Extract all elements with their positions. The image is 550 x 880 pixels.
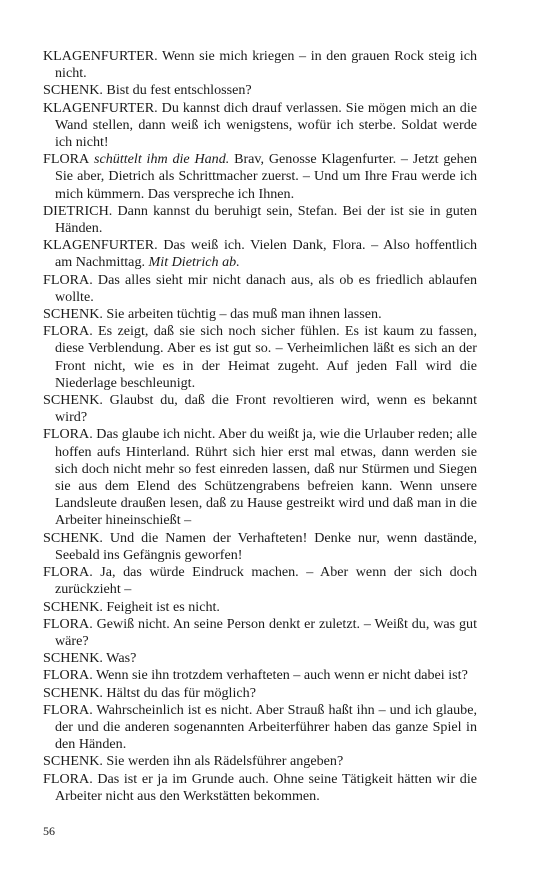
paragraph-5: [43, 203, 477, 237]
dialogue: Brav, Genosse Klagenfurter. – Jetzt gehen Sie aber, Dietrich als Schrittmacher zuerst. – Und um Ihre Frau werde ich mich kümmern. Das verspreche ich Ihnen.: [55, 151, 477, 202]
speaker: SCHENK.: [43, 598, 103, 615]
dialogue: Wenn sie ihn trotzdem verhafteten – auch wenn er nicht dabei ist?: [92, 667, 468, 684]
paragraph-16: [43, 650, 477, 667]
speaker: FLORA.: [43, 701, 93, 718]
speaker: FLORA.: [43, 615, 93, 632]
dialogue: Das weiß ich. Vielen Dank, Flora. – Also hoffentlich am Nachmittag.: [55, 237, 477, 271]
speaker: SCHENK.: [43, 684, 103, 701]
speaker: KLAGENFURTER.: [43, 48, 158, 64]
speaker: FLORA.: [43, 426, 93, 443]
paragraph-3: [43, 100, 477, 152]
speaker: KLAGENFURTER.: [43, 99, 158, 116]
dialogue: Das alles sieht mir nicht danach aus, als ob es friedlich ablaufen wollte.: [55, 271, 477, 305]
dialogue: Sie arbeiten tüchtig – das muß man ihnen lassen.: [102, 306, 382, 323]
dialogue: Sie werden ihn als Rädelsführer angeben?: [102, 753, 344, 770]
dialogue: Wenn sie mich kriegen – in den grauen Rock steig ich nicht.: [55, 48, 477, 82]
dialogue: Wahrscheinlich ist es nicht. Aber Strauß haßt ihn – und ich glaube, der und die anderen sogenannten Arbeiterführer haben das ganze Spiel in den Händen.: [55, 701, 477, 753]
speaker: DIETRICH.: [43, 202, 113, 219]
dialogue: Was?: [102, 650, 137, 667]
dialogue: Und die Namen der Verhafteten! Denke nur, wenn daständе, Seebald ins Gefängnis geworfen!: [55, 529, 477, 563]
dialogue: Es zeigt, daß sie sich noch sicher fühlen. Es ist kaum zu fassen, diese Verblendung. Aber es ist gut so. – Verheimlichen läßt es sich an der Front nicht, wie es in der Heimat zugeht. Auf jeden Fall wird die Niederlage beschleunigt.: [55, 323, 477, 391]
dialogue: Feigheit ist es nicht.: [102, 598, 220, 615]
dialogue: Hältst du das für möglich?: [102, 684, 256, 701]
stage-direction: schüttelt ihm die Hand.: [89, 151, 230, 168]
paragraph-11: [43, 426, 477, 529]
paragraph-20: [43, 753, 477, 770]
paragraph-14: [43, 599, 477, 616]
speaker: SCHENK.: [43, 392, 103, 409]
paragraph-17: [43, 667, 477, 684]
page-number: 56: [43, 824, 55, 838]
paragraph-1: [43, 48, 477, 82]
paragraph-10: [43, 392, 477, 426]
paragraph-13: [43, 564, 477, 598]
speaker: FLORA.: [43, 323, 93, 340]
speaker: FLORA.: [43, 770, 93, 787]
dialogue: Bist du fest entschlossen?: [102, 82, 252, 99]
paragraph-12: [43, 530, 477, 564]
paragraph-18: [43, 685, 477, 702]
speaker: FLORA.: [43, 667, 93, 684]
speaker: FLORA: [43, 151, 90, 168]
speaker: KLAGENFURTER.: [43, 237, 158, 254]
paragraph-19: [43, 702, 477, 754]
dialogue: Das glaube ich nicht. Aber du weißt ja, wie die Urlauber reden; alle hoffen aufs Hinterland. Rührt sich hier erst mal etwas, dann werden sie sich doch nicht mehr so fest einreden lassen, daß nur Stürmen und Siegen sie aus dem Elend des Schützengrabens befreien kann. Wenn unsere Landsleute draußen lesen, daß zu Hause gestreikt wird und daß man in die Arbeiter hineinschießt –: [55, 426, 477, 529]
speaker: FLORA.: [43, 564, 93, 581]
paragraph-9: [43, 323, 477, 392]
dialogue: Du kannst dich drauf verlassen. Sie mögen mich an die Wand stellen, dann weiß ich wenigstens, wofür ich sterbe. Soldat werde ich nicht!: [55, 99, 477, 151]
dialogue: Dann kannst du beruhigt sein, Stefan. Bei der ist sie in guten Händen.: [55, 202, 477, 237]
paragraph-15: [43, 616, 477, 650]
stage-direction: Mit Dietrich ab.: [145, 254, 240, 271]
paragraph-6: [43, 237, 477, 271]
paragraph-4: [43, 151, 477, 203]
paragraph-2: [43, 82, 477, 99]
speaker: SCHENK.: [43, 650, 103, 667]
speaker: SCHENK.: [43, 82, 103, 99]
page-text: [43, 48, 477, 805]
dialogue: Glaubst du, daß die Front revoltieren wird, wenn es bekannt wird?: [55, 392, 477, 426]
dialogue: Ja, das würde Eindruck machen. – Aber wenn der sich doch zurückzieht –: [55, 564, 477, 598]
speaker: SCHENK.: [43, 306, 103, 323]
paragraph-8: [43, 306, 477, 323]
dialogue: Das ist er ja im Grunde auch. Ohne seine Tätigkeit hätten wir die Arbeiter nicht aus den Werkstätten bekommen.: [55, 770, 477, 804]
speaker: SCHENK.: [43, 753, 103, 770]
dialogue: Gewiß nicht. An seine Person denkt er zuletzt. – Weißt du, was gut wäre?: [55, 615, 477, 649]
paragraph-21: [43, 771, 477, 805]
speaker: FLORA.: [43, 271, 93, 288]
paragraph-7: [43, 272, 477, 306]
speaker: SCHENK.: [43, 529, 103, 546]
